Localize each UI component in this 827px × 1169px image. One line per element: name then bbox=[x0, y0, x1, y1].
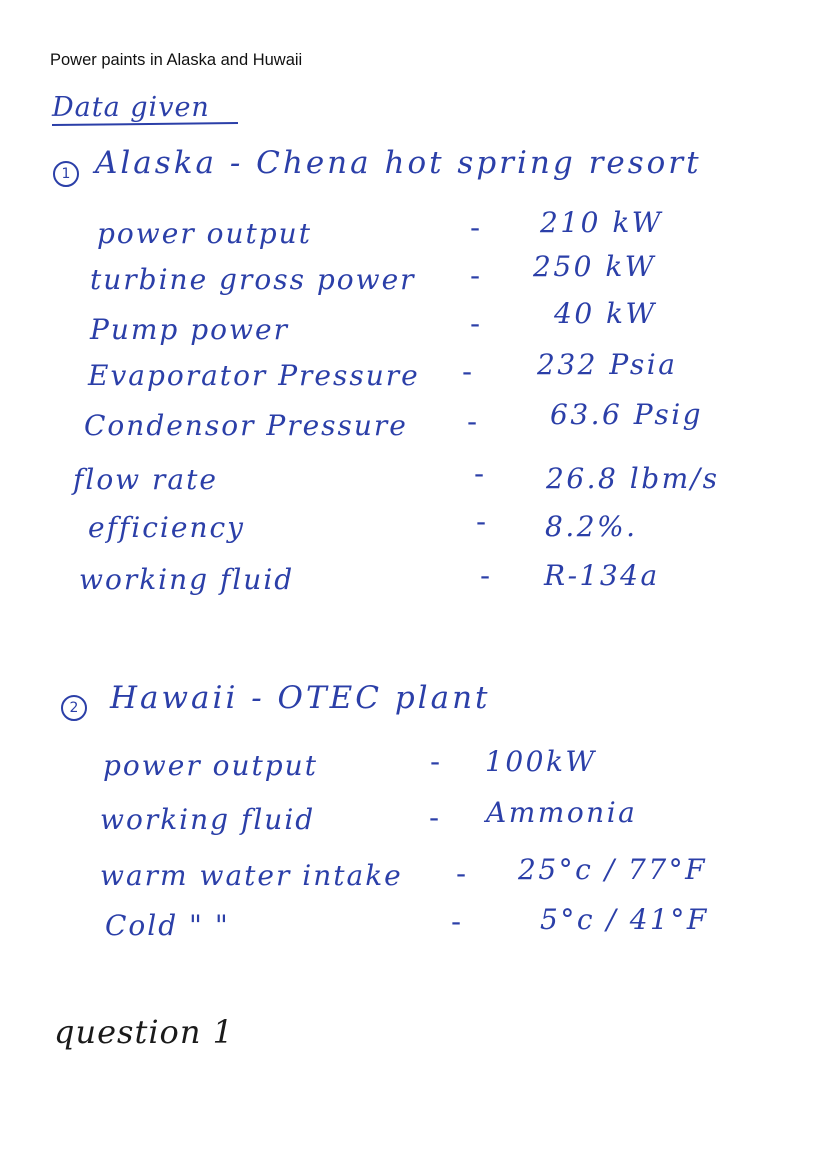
row-value: 25°c / 77°F bbox=[518, 853, 708, 886]
row-value: 63.6 Psig bbox=[550, 398, 704, 431]
row-dash: - bbox=[474, 457, 487, 490]
row-label: power output bbox=[103, 749, 318, 782]
row-value: R-134a bbox=[544, 559, 660, 592]
row-value: 250 kW bbox=[533, 250, 657, 283]
section-number-badge: 2 bbox=[61, 695, 87, 721]
row-label: efficiency bbox=[88, 511, 245, 544]
row-dash: - bbox=[462, 355, 475, 388]
row-label: flow rate bbox=[73, 463, 218, 496]
row-label: working fluid bbox=[100, 803, 316, 836]
data-given-heading: Data given bbox=[52, 92, 210, 123]
row-value: 40 kW bbox=[554, 297, 657, 330]
row-label: power output bbox=[97, 217, 312, 250]
section-title: Hawaii - OTEC plant bbox=[110, 680, 491, 716]
row-value: Ammonia bbox=[486, 796, 638, 829]
row-dash: - bbox=[451, 905, 464, 938]
row-dash: - bbox=[467, 405, 480, 438]
row-dash: - bbox=[476, 505, 489, 538]
row-dash: - bbox=[470, 259, 483, 292]
row-value: 210 kW bbox=[540, 206, 664, 239]
row-dash: - bbox=[430, 745, 443, 778]
row-dash: - bbox=[470, 307, 483, 340]
row-value: 5°c / 41°F bbox=[540, 903, 709, 936]
row-dash: - bbox=[480, 559, 493, 592]
row-dash: - bbox=[429, 801, 442, 834]
row-label: Pump power bbox=[90, 313, 289, 346]
row-label: Evaporator Pressure bbox=[88, 359, 420, 392]
section-title: Alaska - Chena hot spring resort bbox=[95, 145, 702, 181]
row-label: turbine gross power bbox=[90, 263, 416, 296]
row-dash: - bbox=[470, 211, 483, 244]
row-value: 8.2%. bbox=[545, 510, 638, 543]
row-dash: - bbox=[456, 857, 469, 890]
section-number-badge: 1 bbox=[53, 161, 79, 187]
row-label: warm water intake bbox=[100, 859, 403, 892]
question-heading: question 1 bbox=[54, 1013, 234, 1051]
page-title: Power paints in Alaska and Huwaii bbox=[50, 51, 303, 69]
row-label: Cold " " bbox=[105, 909, 230, 942]
row-value: 232 Psia bbox=[537, 348, 678, 381]
row-label: working fluid bbox=[79, 563, 295, 596]
row-value: 100kW bbox=[485, 745, 597, 778]
row-value: 26.8 lbm/s bbox=[546, 462, 720, 495]
row-label: Condensor Pressure bbox=[84, 409, 408, 442]
